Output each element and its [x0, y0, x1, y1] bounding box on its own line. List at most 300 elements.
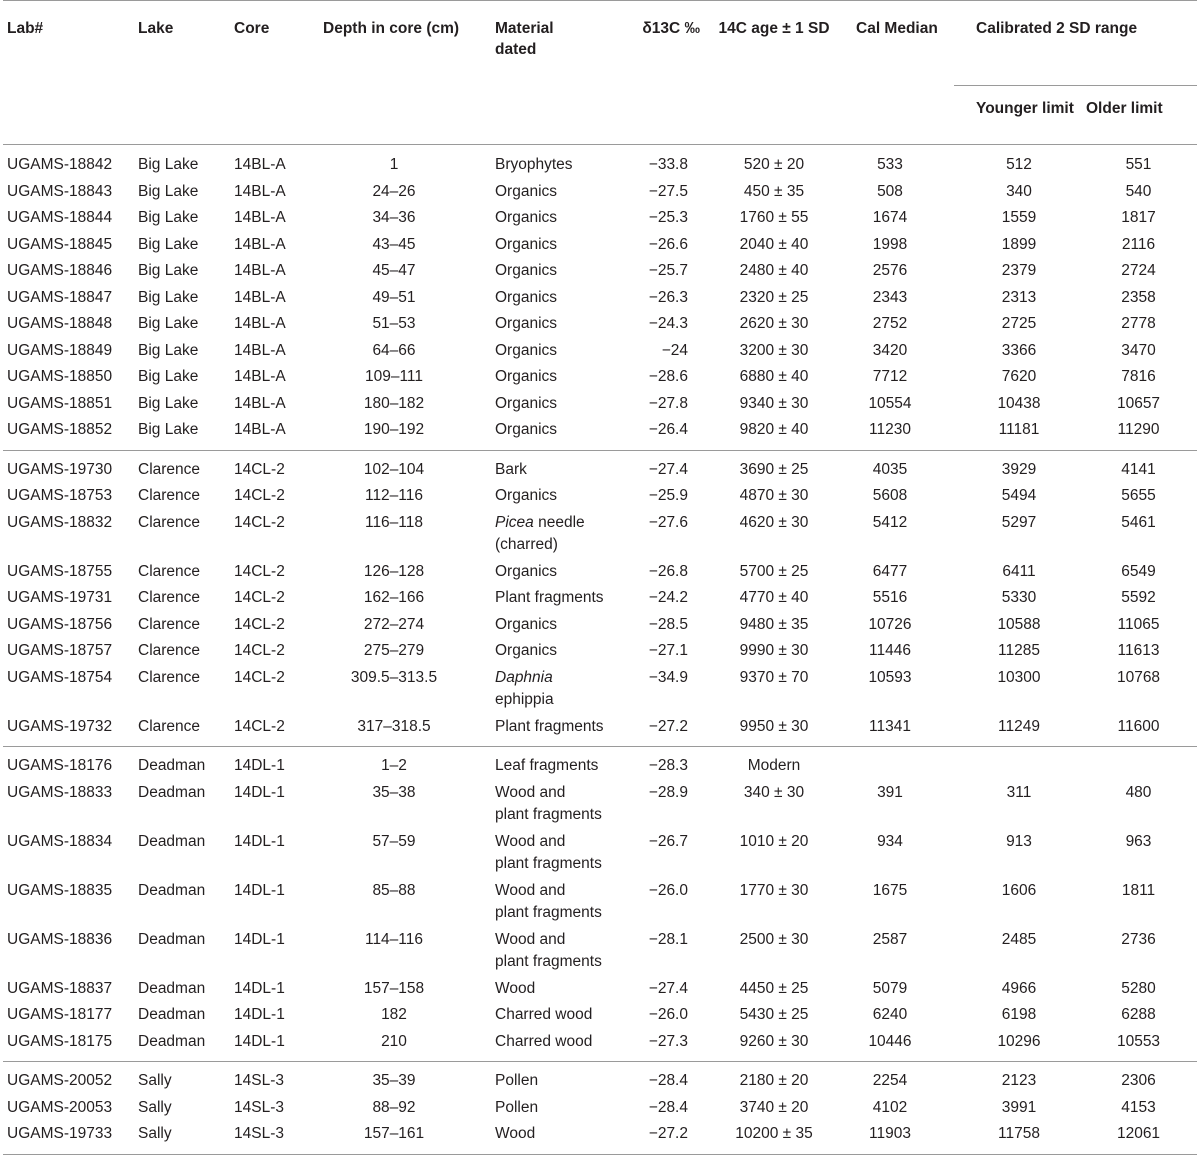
material-text: Bryophytes — [495, 156, 573, 173]
cell-lake: Big Lake — [138, 341, 199, 359]
material-text: Organics — [495, 209, 558, 226]
header-age: 14C age ± 1 SD — [704, 1, 844, 86]
cell-lake: Deadman — [138, 1006, 206, 1023]
header-material-line1: Material — [495, 20, 554, 37]
cell-younger-limit: 5330 — [1001, 589, 1037, 606]
table-row — [3, 1002, 1197, 1029]
material-text: Plant fragments — [495, 589, 604, 606]
cell-younger-limit: 2123 — [1001, 1072, 1037, 1089]
cell-older-limit: 1811 — [1121, 881, 1156, 899]
cell-lab: UGAMS-18846 — [7, 262, 113, 279]
cell-depth: 190–192 — [314, 417, 486, 450]
cell-older-limit: 11290 — [1084, 417, 1197, 450]
cell-lab: UGAMS-18835 — [7, 881, 113, 899]
cell-14c-age: 6880 ± 40 — [739, 368, 809, 385]
cell-material — [486, 1029, 614, 1062]
cell-material — [486, 391, 614, 418]
cell-material — [486, 747, 614, 780]
header-older-limit: Older limit — [1084, 86, 1197, 145]
material-text: Wood — [495, 1125, 536, 1142]
cell-lake: Big Lake — [138, 262, 199, 279]
cell-cal-median: 1675 — [872, 881, 908, 899]
cell-cal-median: 5608 — [872, 487, 908, 504]
cell-14c-age: 9340 ± 30 — [739, 394, 809, 412]
material-text: Plant fragments — [495, 717, 604, 735]
header-lake: Lake — [138, 1, 234, 86]
cell-depth: 157–158 — [363, 979, 425, 997]
cell-younger-limit: 5297 — [1001, 513, 1037, 531]
table-row — [3, 145, 1197, 179]
cell-d13c: −25.7 — [648, 262, 688, 279]
cell-14c-age: 9990 ± 30 — [739, 642, 809, 659]
cell-older-limit: 963 — [1125, 832, 1152, 850]
cell-core: 14BL-A — [234, 315, 286, 332]
cell-material — [486, 714, 614, 747]
cell-14c-age: 4770 ± 40 — [739, 589, 809, 606]
material-text: Organics — [495, 562, 558, 580]
material-text-line2: plant fragments — [495, 855, 602, 872]
cell-cal-median: 4035 — [872, 460, 908, 478]
cell-depth: 162–166 — [363, 589, 425, 606]
cell-depth: 64–66 — [372, 341, 416, 359]
cell-lake: Deadman — [138, 1029, 234, 1062]
cell-lake: Deadman — [138, 881, 206, 899]
cell-older-limit: 12061 — [1084, 1121, 1197, 1154]
cell-core: 14CL-2 — [234, 668, 285, 686]
material-text-line2: plant fragments — [495, 953, 602, 970]
cell-depth: 1 — [389, 156, 399, 173]
cell-d13c: −27.2 — [614, 714, 704, 747]
cell-lab: UGAMS-18851 — [7, 394, 113, 412]
cell-depth: 114–116 — [364, 930, 424, 948]
cell-lake: Big Lake — [138, 315, 199, 332]
cell-14c-age: 9950 ± 30 — [704, 714, 844, 747]
cell-older-limit: 551 — [1125, 156, 1152, 173]
cell-d13c: −27.3 — [614, 1029, 704, 1062]
cell-depth: 85–88 — [372, 881, 416, 899]
header-depth-text: Depth in core (cm) — [323, 20, 460, 37]
cell-core: 14BL-A — [234, 394, 286, 412]
cell-d13c: −26.3 — [648, 288, 688, 306]
cell-older-limit: 10768 — [1116, 668, 1161, 686]
cell-younger-limit: 1559 — [1001, 209, 1037, 226]
cell-younger-limit: 4966 — [1001, 979, 1037, 997]
cell-depth: 180–182 — [363, 394, 425, 412]
cell-d13c: −27.8 — [648, 394, 688, 412]
cell-core: 14BL-A — [234, 368, 286, 385]
cell-older-limit: 11065 — [1117, 615, 1160, 633]
cell-younger-limit: 2725 — [1001, 315, 1037, 332]
cell-older-limit: 540 — [1125, 182, 1152, 200]
cell-d13c: −27.1 — [648, 642, 688, 659]
cell-core: 14BL-A — [234, 341, 286, 359]
cell-lake: Clarence — [138, 589, 201, 606]
cell-younger-limit: 11285 — [998, 642, 1040, 659]
cell-younger-limit: 6411 — [1002, 562, 1036, 580]
cell-14c-age: 3690 ± 25 — [739, 460, 809, 478]
cell-older-limit: 2724 — [1121, 262, 1156, 279]
cell-material — [486, 1062, 614, 1095]
table-row — [3, 417, 1197, 450]
header-lab: Lab# — [3, 1, 138, 86]
material-text: Organics — [495, 642, 558, 659]
material-taxon: Daphnia — [495, 668, 553, 686]
cell-older-limit: 11613 — [1117, 642, 1160, 659]
cell-core: 14SL-3 — [234, 1098, 284, 1116]
cell-material — [486, 417, 614, 450]
cell-older-limit: 4153 — [1121, 1098, 1156, 1116]
cell-material — [486, 364, 614, 391]
cell-lab: UGAMS-18175 — [3, 1029, 138, 1062]
radiocarbon-dates-table — [3, 0, 1197, 1155]
cell-older-limit: 4141 — [1121, 460, 1156, 478]
cell-14c-age: 2320 ± 25 — [739, 288, 809, 306]
material-text: Organics — [495, 341, 558, 359]
material-text: Organics — [495, 262, 558, 279]
cell-older-limit: 2116 — [1121, 235, 1156, 253]
material-text: Organics — [495, 394, 558, 412]
table-row — [3, 976, 1197, 1003]
cell-lake: Big Lake — [138, 209, 199, 226]
cell-depth: 210 — [314, 1029, 486, 1062]
material-text: Organics — [495, 368, 558, 385]
cell-14c-age: 450 ± 35 — [743, 182, 805, 200]
table-row — [3, 780, 1197, 829]
cell-d13c: −24.3 — [648, 315, 688, 332]
cell-14c-age: 9260 ± 30 — [704, 1029, 844, 1062]
cell-14c-age: 3200 ± 30 — [739, 341, 809, 359]
cell-core: 14CL-2 — [234, 513, 285, 531]
cell-core: 14BL-A — [234, 262, 286, 279]
cell-material — [486, 205, 614, 232]
cell-younger-limit: 2313 — [1001, 288, 1037, 306]
table-row — [3, 258, 1197, 285]
cell-d13c: −28.5 — [648, 615, 688, 633]
cell-older-limit: 6288 — [1121, 1006, 1156, 1023]
cell-core: 14SL-3 — [234, 1072, 284, 1089]
material-text-line2: plant fragments — [495, 806, 602, 823]
header-calibrated-range — [954, 1, 1197, 86]
cell-lab: UGAMS-19730 — [7, 460, 113, 478]
cell-material — [486, 976, 614, 1003]
material-text: Charred wood — [495, 1006, 593, 1023]
cell-younger-limit — [954, 747, 1084, 780]
table-row — [3, 364, 1197, 391]
cell-lake: Sally — [138, 1121, 234, 1154]
cell-material — [486, 585, 614, 612]
cell-lab: UGAMS-19732 — [3, 714, 138, 747]
cell-material — [486, 258, 614, 285]
material-text: Pollen — [495, 1072, 539, 1089]
cell-younger-limit: 10296 — [954, 1029, 1084, 1062]
cell-lab: UGAMS-18176 — [7, 757, 113, 774]
cell-cal-median: 5079 — [872, 979, 908, 997]
table-row — [3, 338, 1197, 365]
material-text: Wood and — [495, 881, 566, 899]
material-text: Leaf fragments — [495, 757, 599, 774]
cell-lake: Big Lake — [138, 394, 199, 412]
material-text: needle — [533, 513, 585, 531]
cell-depth: 116–118 — [364, 513, 424, 531]
cell-material — [486, 638, 614, 665]
cell-material — [486, 510, 614, 559]
cell-older-limit: 5280 — [1121, 979, 1156, 997]
cell-younger-limit: 512 — [1006, 156, 1032, 173]
table-row — [3, 311, 1197, 338]
cell-older-limit: 5461 — [1121, 513, 1156, 531]
material-text: Bark — [495, 460, 527, 478]
table-row — [3, 205, 1197, 232]
table-row — [3, 829, 1197, 878]
cell-depth: 24–26 — [372, 182, 416, 200]
cell-core: 14DL-1 — [234, 757, 285, 774]
material-text-line2: (charred) — [495, 536, 558, 553]
table-row — [3, 665, 1197, 714]
cell-material — [486, 145, 614, 179]
cell-depth: 1–2 — [381, 757, 407, 774]
cell-depth: 35–39 — [372, 1072, 416, 1089]
cell-lab: UGAMS-18845 — [7, 235, 113, 253]
cell-d13c: −27.6 — [648, 513, 688, 531]
material-text: Wood — [495, 979, 536, 997]
cell-older-limit: 7816 — [1121, 368, 1156, 385]
cell-depth: 57–59 — [372, 832, 416, 850]
cell-depth: 35–38 — [372, 783, 416, 801]
cell-core: 14CL-2 — [234, 487, 285, 504]
cell-older-limit: 2306 — [1121, 1072, 1156, 1089]
cell-younger-limit: 10300 — [997, 668, 1041, 686]
cell-lab: UGAMS-18842 — [7, 156, 113, 173]
cell-lake: Deadman — [138, 783, 206, 801]
cell-material — [486, 829, 614, 878]
cell-d13c: −28.6 — [648, 368, 688, 385]
table-row — [3, 612, 1197, 639]
material-taxon: Picea — [495, 513, 534, 531]
cell-d13c: −26.0 — [648, 881, 688, 899]
cell-cal-median: 508 — [877, 182, 903, 200]
cell-material — [486, 179, 614, 206]
cell-cal-median: 10446 — [844, 1029, 954, 1062]
cell-younger-limit: 7620 — [1001, 368, 1037, 385]
cell-14c-age: 520 ± 20 — [743, 156, 805, 173]
cell-lake: Clarence — [138, 513, 201, 531]
table-row — [3, 559, 1197, 586]
cell-lake: Big Lake — [138, 417, 234, 450]
header-younger-limit: Younger limit — [954, 86, 1084, 145]
cell-depth: 182 — [381, 1006, 407, 1023]
cell-older-limit: 2358 — [1121, 288, 1156, 306]
cell-lake: Clarence — [138, 668, 201, 686]
cell-d13c: −27.2 — [614, 1121, 704, 1154]
table-row — [3, 878, 1197, 927]
header-material-line2: dated — [495, 41, 537, 58]
cell-14c-age: 4870 ± 30 — [739, 487, 809, 504]
cell-14c-age: 1010 ± 20 — [739, 832, 809, 850]
cell-depth: 45–47 — [372, 262, 416, 279]
cell-cal-median: 5516 — [872, 589, 908, 606]
cell-older-limit: 480 — [1125, 783, 1152, 801]
cell-depth: 102–104 — [363, 460, 425, 478]
cell-lake: Clarence — [138, 615, 201, 633]
cell-d13c: −28.3 — [648, 757, 688, 774]
cell-material — [486, 285, 614, 312]
cell-d13c: −26.4 — [614, 417, 704, 450]
material-text: Pollen — [495, 1098, 539, 1116]
cell-material — [486, 665, 614, 714]
cell-cal-median: 10593 — [868, 668, 912, 686]
cell-older-limit: 3470 — [1121, 341, 1156, 359]
cell-lab: UGAMS-18844 — [7, 209, 113, 226]
cell-lab: UGAMS-18850 — [7, 368, 113, 385]
cell-core: 14BL-A — [234, 235, 286, 253]
cell-lake: Big Lake — [138, 156, 199, 173]
cell-core: 14BL-A — [234, 288, 286, 306]
cell-lab: UGAMS-18756 — [7, 615, 113, 633]
cell-cal-median: 11446 — [869, 642, 911, 659]
cell-material — [486, 338, 614, 365]
cell-lake: Deadman — [138, 757, 206, 774]
cell-depth: 43–45 — [372, 235, 416, 253]
cell-lab: UGAMS-18833 — [7, 783, 113, 801]
material-text: Wood and — [495, 832, 566, 850]
table-row — [3, 1029, 1197, 1062]
table-row — [3, 1062, 1197, 1095]
cell-core: 14CL-2 — [234, 460, 285, 478]
cell-core: 14DL-1 — [234, 832, 285, 850]
cell-material — [486, 483, 614, 510]
cell-younger-limit: 1899 — [1001, 235, 1037, 253]
cell-d13c: −33.8 — [648, 156, 688, 173]
header-d13c-text: δ13C ‰ — [642, 20, 700, 37]
material-text: Organics — [495, 182, 558, 200]
cell-14c-age: Modern — [747, 757, 801, 774]
cell-older-limit: 1817 — [1121, 209, 1156, 226]
cell-lab: UGAMS-18837 — [7, 979, 113, 997]
cell-d13c: −27.4 — [648, 460, 688, 478]
cell-depth: 88–92 — [372, 1098, 416, 1116]
cell-lake: Clarence — [138, 714, 234, 747]
cell-lake: Sally — [138, 1098, 172, 1116]
table-header — [3, 1, 1197, 145]
cell-older-limit: 2736 — [1121, 930, 1156, 948]
cell-lab: UGAMS-19733 — [3, 1121, 138, 1154]
cell-younger-limit: 3366 — [1001, 341, 1037, 359]
cell-14c-age: 4450 ± 25 — [739, 979, 809, 997]
cell-younger-limit: 3929 — [1001, 460, 1037, 478]
cell-d13c: −26.8 — [648, 562, 688, 580]
cell-core: 14BL-A — [234, 156, 286, 173]
cell-d13c: −26.6 — [648, 235, 688, 253]
cell-lab: UGAMS-18755 — [7, 562, 113, 580]
cell-cal-median: 4102 — [872, 1098, 908, 1116]
cell-cal-median: 2343 — [872, 288, 908, 306]
cell-d13c: −28.9 — [648, 783, 688, 801]
cell-d13c: −28.1 — [648, 930, 688, 948]
header-depth — [314, 1, 486, 86]
cell-depth: 109–111 — [364, 368, 424, 385]
cell-cal-median: 2587 — [872, 930, 908, 948]
cell-d13c: −24.2 — [648, 589, 688, 606]
table-body — [3, 145, 1197, 1155]
cell-14c-age: 2500 ± 30 — [739, 930, 809, 948]
cell-14c-age: 1770 ± 30 — [739, 881, 809, 899]
cell-older-limit: 10657 — [1116, 394, 1161, 412]
cell-material — [486, 559, 614, 586]
cell-core: 14DL-1 — [234, 783, 285, 801]
cell-lake: Deadman — [138, 930, 206, 948]
cell-cal-median: 3420 — [872, 341, 908, 359]
cell-depth: 49–51 — [372, 288, 416, 306]
cell-younger-limit: 913 — [1006, 832, 1032, 850]
material-text: Organics — [495, 487, 558, 504]
cell-lab: UGAMS-18847 — [7, 288, 113, 306]
cell-younger-limit: 11249 — [954, 714, 1084, 747]
cell-14c-age: 9370 ± 70 — [739, 668, 809, 686]
cell-cal-median: 2752 — [872, 315, 908, 332]
cell-younger-limit: 11181 — [954, 417, 1084, 450]
cell-d13c: −25.3 — [648, 209, 688, 226]
cell-lab: UGAMS-18849 — [7, 341, 113, 359]
table-row — [3, 450, 1197, 483]
table-row — [3, 747, 1197, 780]
material-text-line2: ephippia — [495, 691, 554, 708]
cell-older-limit: 5655 — [1121, 487, 1156, 504]
cell-older-limit: 2778 — [1121, 315, 1156, 332]
cell-d13c: −26.0 — [648, 1006, 688, 1023]
table-row — [3, 585, 1197, 612]
cell-cal-median: 2254 — [872, 1072, 908, 1089]
cell-core: 14SL-3 — [234, 1121, 314, 1154]
cell-older-limit: 11600 — [1084, 714, 1197, 747]
cell-lab: UGAMS-19731 — [7, 589, 113, 606]
cell-14c-age: 9480 ± 35 — [739, 615, 809, 633]
cell-core: 14CL-2 — [234, 714, 314, 747]
cell-14c-age: 340 ± 30 — [743, 783, 805, 801]
cell-core: 14BL-A — [234, 182, 286, 200]
cell-depth: 112–116 — [364, 487, 424, 504]
cell-depth: 34–36 — [372, 209, 416, 226]
cell-14c-age: 3740 ± 20 — [739, 1098, 809, 1116]
table-row — [3, 285, 1197, 312]
cell-material — [486, 450, 614, 483]
cell-d13c: −24 — [661, 341, 688, 359]
cell-lab: UGAMS-18832 — [7, 513, 113, 531]
cell-core: 14DL-1 — [234, 1029, 314, 1062]
table-row — [3, 927, 1197, 976]
cell-lab: UGAMS-18836 — [7, 930, 113, 948]
cell-d13c: −34.9 — [648, 668, 688, 686]
cell-core: 14CL-2 — [234, 589, 285, 606]
cell-depth: 309.5–313.5 — [350, 668, 438, 686]
cell-material — [486, 780, 614, 829]
cell-younger-limit: 2379 — [1001, 262, 1037, 279]
cell-14c-age: 10200 ± 35 — [704, 1121, 844, 1154]
cell-lake: Big Lake — [138, 288, 199, 306]
cell-core: 14BL-A — [234, 209, 286, 226]
cell-depth: 51–53 — [372, 315, 416, 332]
cell-material — [486, 1095, 614, 1122]
cell-cal-median: 391 — [877, 783, 903, 801]
material-text: Organics — [495, 235, 558, 253]
cell-d13c: −27.4 — [648, 979, 688, 997]
cell-younger-limit: 11758 — [954, 1121, 1084, 1154]
cell-younger-limit: 10588 — [997, 615, 1041, 633]
cell-cal-median — [844, 747, 954, 780]
cell-younger-limit: 10438 — [997, 394, 1041, 412]
cell-cal-median: 11341 — [844, 714, 954, 747]
cell-lab: UGAMS-18757 — [7, 642, 113, 659]
cell-d13c: −28.4 — [648, 1098, 688, 1116]
